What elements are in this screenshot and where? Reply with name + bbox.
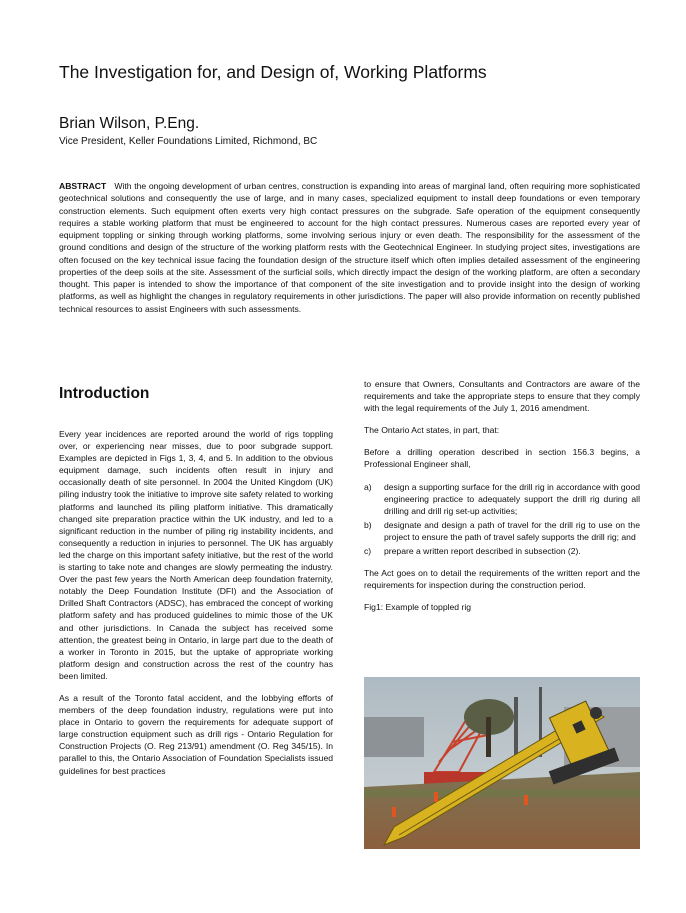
right-paragraph-4: The Act goes on to detail the requirements of the written report and the requirements for inspection during the construction period. (364, 568, 640, 591)
author-name: Brian Wilson, P.Eng. (59, 115, 200, 132)
requirements-list (364, 481, 640, 558)
list-text: design a supporting surface for the drill rig in accordance with good engineering practice to adequately support the drill rig during all drilling and drill rig set-up activities; (384, 481, 640, 516)
right-paragraph-2: The Ontario Act states, in part, that: (364, 425, 500, 436)
abstract (59, 180, 640, 315)
figure-caption: Fig1: Example of toppled rig (364, 602, 472, 613)
list-marker: c) (364, 546, 372, 557)
left-column (59, 384, 333, 787)
list-marker: b) (364, 519, 372, 530)
list-marker: a) (364, 481, 372, 492)
toppled-rig-photo (364, 677, 640, 849)
toppled-rig-illustration (364, 677, 640, 849)
list-item (364, 481, 640, 517)
right-paragraph-3: Before a drilling operation described in section 156.3 begins, a Professional Engineer shall, (364, 447, 640, 470)
section-heading-introduction: Introduction (59, 385, 150, 402)
intro-paragraph-2: As a result of the Toronto fatal accident, and the lobbying efforts of members of the deep foundation industry, regulations were put into place in Ontario to govern the requirements for adequate support of large construction equipment such as drill rigs - Ontario Regulation for Construction Projects (O. Reg 213/91) amendment (O. Reg 345/15). In parallel to this, the Ontario Association of Foundation Specialists issued guidelines for best practices (59, 692, 333, 776)
list-text: prepare a written report described in subsection (2). (384, 546, 581, 557)
author-affiliation: Vice President, Keller Foundations Limited, Richmond, BC (59, 136, 318, 147)
abstract-label: ABSTRACT (59, 181, 107, 191)
paper-title: The Investigation for, and Design of, Working Platforms (59, 62, 487, 82)
right-paragraph-1: to ensure that Owners, Consultants and Contractors are aware of the requirements and take the appropriate steps to ensure that they comply with the legal requirements of the July 1, 2016 amendment. (364, 379, 640, 414)
list-item (364, 519, 640, 543)
abstract-text: With the ongoing development of urban centres, construction is expanding into areas of marginal land, often requiring more sophisticated geotechnical solutions and consequently the use of large, and in many cases, specialized equipment to install deep foundations or even temporary construction elements. Such equipment often exerts very high contact pressures on the subgrade. Safe operation of the equipment consequently requires a stable working platform that must be engineered to account for the high contact pressures. Numerous cases are reported every year of equipment toppling or sinking through working platforms, some involving serious injury or even death. The responsibility for the assessment of the ground conditions and design of the structure of the working platform rests with the Geotechnical Engineer. In studying project sites, investigations are often focused on the key technical issue facing the foundation design of the structure itself which often implies detailed assessment of the engineering properties of the deep soils at the site. Assessment of the surficial soils, which directly impact the design of the working platform, are often a secondary thought. This paper is intended to show the importance of that component of the site investigation and to provide insight into the design of working platforms, as well as highlight the changes in regulatory requirements in other jurisdictions. The paper will also provide information on recently published technical resources to assist Engineers with such assessments. (59, 181, 640, 314)
right-column (364, 378, 640, 623)
list-item (364, 545, 640, 557)
list-text: designate and design a path of travel for the drill rig to use on the project to ensure the path of travel safely supports the drill rig; and (384, 519, 640, 542)
intro-paragraph-1: Every year incidences are reported around the world of rigs toppling over, or experiencing near misses, due to poor subgrade support. Examples are depicted in Figs 1, 3, 4, and 5. In addition to the obvious equipment damage, such incidents often result in injury and occasionally death of site personnel. In 2004 the United Kingdom (UK) piling industry took the initiative to improve site safety related to working platforms and launched its piling platform initiative. This dramatically changed site preparation practice within the UK industry, and led to a significant reduction in the number of piling rig instability incidents, and consequently a reduction in injuries to personnel. The UK has arguably led the charge on this important safety initiative, but the rest of the world is starting to take note and changes are slowly permeating the industry. Over the past few years the North American deep foundation fraternity, notably the Deep Foundation Institute (DFI) and the Association of Drilled Shaft Contractors (ADSC), has embraced the concept of working platform safety and has produced guidelines to mimic those of the UK and other jurisdictions. In Canada the subject has received some attention, the greatest being in Ontario, in large part due to the death of a worker in Toronto in 2015, but the uptake of appropriate working platform design and construction across the rest of the country has been limited. (59, 429, 333, 681)
